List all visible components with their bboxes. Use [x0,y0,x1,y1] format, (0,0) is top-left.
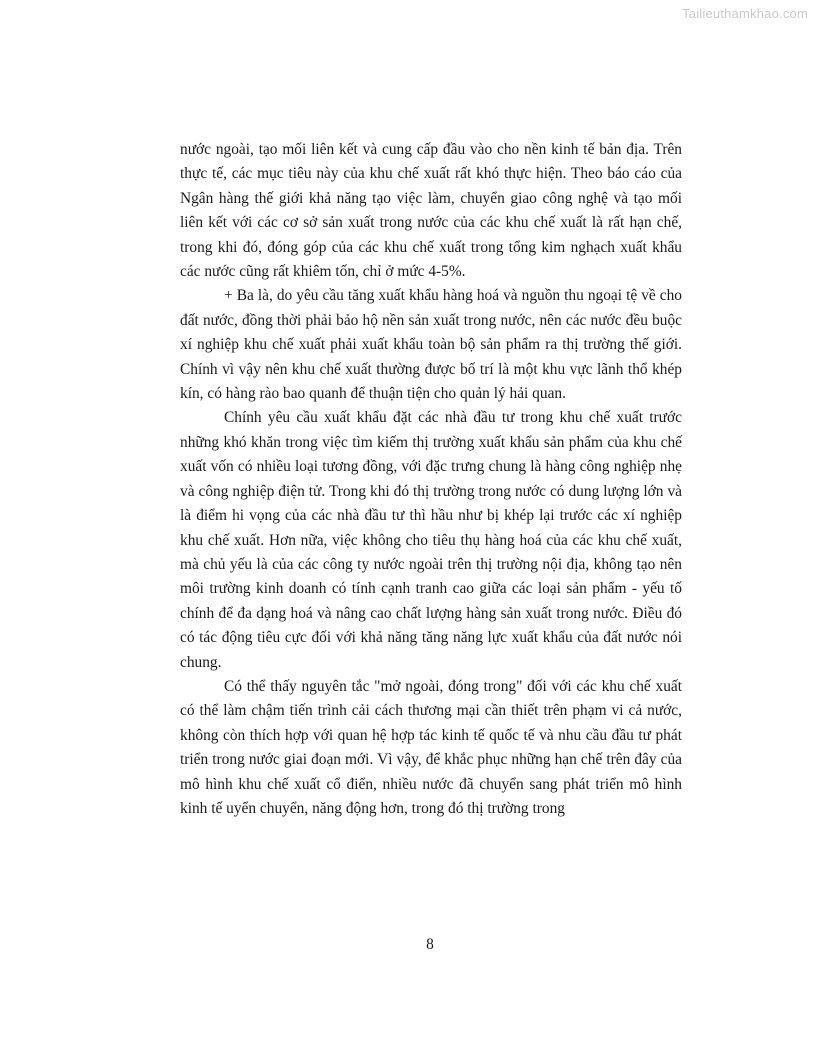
paragraph-continuation: nước ngoài, tạo mối liên kết và cung cấp đầu vào cho nền kinh tế bản địa. Trên thực tế, các mục tiêu này của khu chế xuất rất khó thực hiện. Theo báo cáo của Ngân hàng thế giới khả năng tạo việc làm, chuyển giao công nghệ và tạo mối liên kết với các cơ sở sản xuất trong nước của các khu chế xuất là rất hạn chế, trong khi đó, đóng góp của các khu chế xuất trong tổng kim nghạch xuất khẩu các nước cũng rất khiêm tốn, chỉ ở mức 4-5%. [180,141,682,281]
paragraph-point-three: + Ba là, do yêu cầu tăng xuất khẩu hàng hoá và nguồn thu ngoại tệ về cho đất nước, đồng thời phải bảo hộ nền sản xuất trong nước, nên các nước đều buộc xí nghiệp khu chế xuất phải xuất khẩu toàn bộ sản phẩm ra thị trường thế giới. Chính vì vậy nên khu chế xuất thường được bố trí là một khu vực lãnh thổ khép kín, có hàng rào bao quanh để thuận tiện cho quản lý hải quan. [180,287,682,403]
paragraph-export-requirement: Chính yêu cầu xuất khẩu đặt các nhà đầu tư trong khu chế xuất trước những khó khăn trong việc tìm kiếm thị trường xuất khẩu sản phẩm của khu chế xuất vốn có nhiều loại tương đồng, với đặc trưng chung là hàng công nghiệp nhẹ và công nghiệp điện tử. Trong khi đó thị trường trong nước có dung lượng lớn và là điểm hi vọng của các nhà đầu tư thì hầu như bị khép lại trước các xí nghiệp khu chế xuất. Hơn nữa, việc không cho tiêu thụ hàng hoá của các khu chế xuất, mà chủ yếu là của các công ty nước ngoài trên thị trường nội địa, không tạo nên môi trường kinh doanh có tính cạnh tranh cao giữa các loại sản phẩm - yếu tố chính để đa dạng hoá và nâng cao chất lượng hàng sản xuất trong nước. Điều đó có tác động tiêu cực đối với khả năng tăng năng lực xuất khẩu của đất nước nói chung. [180,409,682,671]
page-number: 8 [426,936,434,953]
document-body [180,138,682,821]
paragraph-open-outside-principle: Có thể thấy nguyên tắc "mở ngoài, đóng trong" đối với các khu chế xuất có thể làm chậm tiến trình cải cách thương mại cần thiết trên phạm vi cả nước, không còn thích hợp với quan hệ hợp tác kinh tế quốc tế và nhu cầu đầu tư phát triển trong nước giai đoạn mới. Vì vậy, để khắc phục những hạn chế trên đây của mô hình khu chế xuất cổ điển, nhiều nước đã chuyển sang phát triển mô hình kinh tế uyển chuyển, năng động hơn, trong đó thị trường trong [180,677,682,817]
watermark: Tailieuthamkhao.com [682,6,808,21]
